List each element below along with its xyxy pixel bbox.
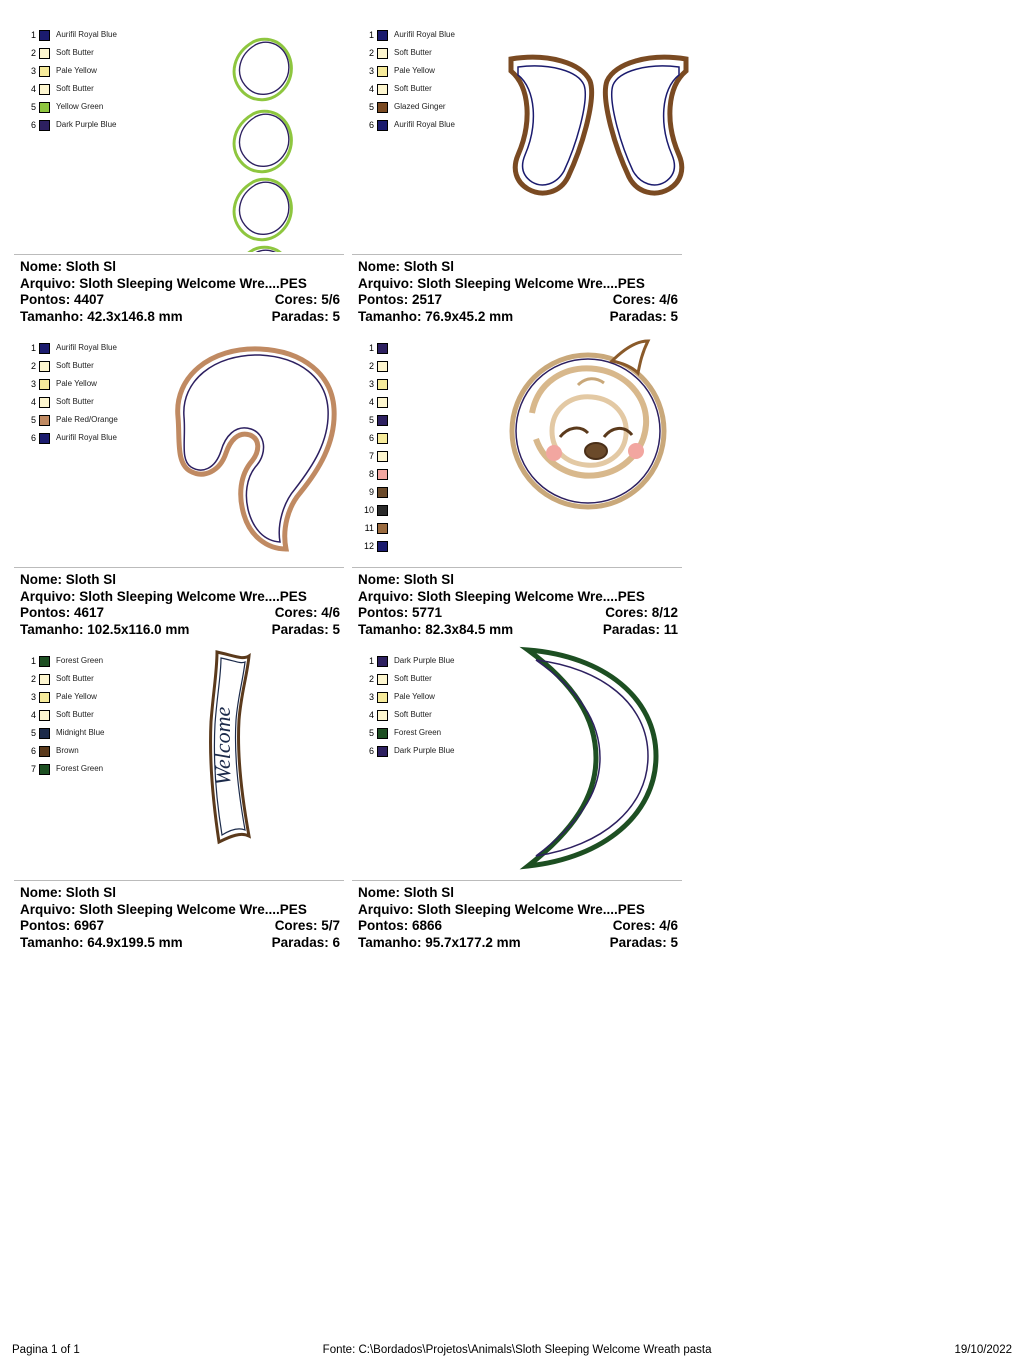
color-swatch	[377, 451, 388, 462]
thread-color-name: Soft Butter	[394, 710, 432, 719]
legend-number: 3	[30, 692, 36, 702]
legend-number: 5	[30, 728, 36, 738]
color-swatch	[39, 692, 50, 703]
nome-label: Nome:	[358, 259, 401, 274]
legend-number: 4	[30, 397, 36, 407]
stitches-colors-line	[358, 918, 678, 935]
legend-row	[24, 44, 174, 62]
legend-number: 9	[368, 487, 374, 497]
design-card	[10, 325, 348, 638]
legend-number: 7	[368, 451, 374, 461]
color-swatch	[39, 361, 50, 372]
legend-row	[24, 760, 174, 778]
legend-number: 4	[368, 710, 374, 720]
design-name: Sloth Sl	[403, 885, 455, 900]
design-info	[352, 880, 682, 951]
paradas-label: Paradas:	[271, 308, 329, 324]
legend-row	[362, 688, 512, 706]
arquivo-label: Arquivo:	[358, 275, 414, 291]
legend-row	[24, 393, 174, 411]
thread-color-name: Dark Purple Blue	[56, 120, 117, 129]
design-file: Sloth Sleeping Welcome Wre....PES	[79, 901, 307, 917]
design-size: 102.5x116.0 mm	[87, 621, 190, 637]
legend-row	[24, 80, 174, 98]
thread-color-name: Soft Butter	[394, 84, 432, 93]
color-swatch	[377, 487, 388, 498]
legend-number: 4	[30, 710, 36, 720]
thread-color-name: Aurifil Royal Blue	[56, 343, 117, 352]
design-name: Sloth Sl	[65, 572, 117, 587]
legend-number: 4	[368, 84, 374, 94]
tamanho-label: Tamanho:	[20, 308, 84, 324]
design-name-line	[20, 259, 340, 276]
color-count: 4/6	[659, 292, 678, 307]
color-legend	[24, 652, 174, 778]
design-preview	[14, 12, 344, 252]
color-swatch	[377, 415, 388, 426]
design-name: Sloth Sl	[403, 259, 455, 274]
legend-row	[362, 447, 512, 465]
color-swatch	[377, 523, 388, 534]
design-info	[352, 254, 682, 325]
stop-count: 5	[670, 308, 678, 324]
legend-number: 8	[368, 469, 374, 479]
legend-row	[24, 116, 174, 134]
design-artwork	[496, 12, 676, 252]
stop-count: 5	[670, 934, 678, 950]
color-swatch	[377, 361, 388, 372]
legend-row	[24, 652, 174, 670]
legend-number: 2	[30, 48, 36, 58]
stitches-colors-line	[20, 605, 340, 622]
legend-number: 3	[368, 66, 374, 76]
nome-label: Nome:	[358, 885, 401, 900]
thread-color-name: Pale Yellow	[56, 379, 97, 388]
design-info	[14, 880, 344, 951]
design-artwork	[158, 638, 338, 878]
color-legend	[362, 26, 512, 134]
stitch-count: 4617	[74, 605, 105, 620]
legend-row	[24, 706, 174, 724]
color-swatch	[377, 692, 388, 703]
legend-row	[362, 501, 512, 519]
design-card	[348, 638, 686, 951]
color-swatch	[377, 505, 388, 516]
color-swatch	[39, 120, 50, 131]
legend-number: 4	[368, 397, 374, 407]
color-swatch	[377, 343, 388, 354]
arquivo-label: Arquivo:	[20, 588, 76, 604]
design-preview	[352, 638, 682, 878]
design-card	[10, 638, 348, 951]
body-artwork	[158, 325, 348, 565]
design-name-line	[358, 259, 678, 276]
color-legend	[362, 339, 512, 555]
stitch-count: 4407	[74, 292, 105, 307]
tamanho-label: Tamanho:	[20, 621, 84, 637]
color-legend	[24, 26, 174, 134]
thread-color-name: Soft Butter	[394, 48, 432, 57]
color-swatch	[377, 541, 388, 552]
arms-artwork	[496, 12, 706, 252]
thread-color-name: Pale Yellow	[394, 66, 435, 75]
legend-number: 5	[368, 415, 374, 425]
cores-label: Cores:	[612, 292, 656, 307]
color-legend	[362, 652, 512, 760]
legend-row	[362, 62, 512, 80]
stitch-count: 5771	[412, 605, 443, 620]
leaves-artwork	[158, 12, 338, 252]
thread-color-name: Forest Green	[56, 764, 104, 773]
legend-row	[362, 393, 512, 411]
legend-row	[362, 483, 512, 501]
design-info	[14, 567, 344, 638]
thread-color-name: Dark Purple Blue	[394, 746, 455, 755]
pontos-label: Pontos:	[358, 292, 409, 307]
design-grid	[10, 12, 1014, 951]
thread-color-name: Aurifil Royal Blue	[56, 30, 117, 39]
legend-number: 5	[30, 102, 36, 112]
pontos-label: Pontos:	[358, 918, 409, 933]
legend-row	[24, 375, 174, 393]
legend-row	[362, 26, 512, 44]
legend-number: 11	[364, 523, 374, 533]
color-swatch	[377, 66, 388, 77]
design-size: 42.3x146.8 mm	[87, 308, 183, 324]
legend-row	[362, 116, 512, 134]
legend-number: 10	[363, 505, 374, 515]
legend-row	[362, 706, 512, 724]
color-count: 4/6	[321, 605, 340, 620]
design-name: Sloth Sl	[403, 572, 455, 587]
legend-row	[24, 429, 174, 447]
legend-row	[362, 44, 512, 62]
tamanho-label: Tamanho:	[358, 621, 422, 637]
page-footer	[0, 1344, 1024, 1356]
design-artwork	[496, 638, 676, 878]
legend-row	[362, 465, 512, 483]
thread-color-name: Midnight Blue	[56, 728, 105, 737]
color-swatch	[377, 656, 388, 667]
stitch-count: 6866	[412, 918, 443, 933]
stitch-count: 6967	[74, 918, 105, 933]
design-file: Sloth Sleeping Welcome Wre....PES	[79, 588, 307, 604]
thread-color-name: Pale Yellow	[56, 692, 97, 701]
color-swatch	[39, 397, 50, 408]
legend-number: 12	[363, 541, 374, 551]
footer-source-path: Fonte: C:\Bordados\Projetos\Animals\Sloth Sleeping Welcome Wreath pasta	[322, 1344, 712, 1356]
legend-row	[362, 411, 512, 429]
nome-label: Nome:	[20, 885, 63, 900]
legend-number: 5	[30, 415, 36, 425]
tamanho-label: Tamanho:	[20, 934, 84, 950]
cores-label: Cores:	[612, 918, 656, 933]
color-count: 5/7	[321, 918, 340, 933]
thread-color-name: Dark Purple Blue	[394, 656, 455, 665]
legend-row	[24, 742, 174, 760]
legend-number: 6	[368, 746, 374, 756]
design-size: 95.7x177.2 mm	[425, 934, 521, 950]
tamanho-label: Tamanho:	[358, 308, 422, 324]
thread-color-name: Soft Butter	[56, 84, 94, 93]
size-stops-line	[20, 622, 340, 639]
color-swatch	[377, 746, 388, 757]
arquivo-label: Arquivo:	[358, 588, 414, 604]
paradas-label: Paradas:	[602, 621, 660, 637]
welcome-banner-artwork	[158, 638, 308, 868]
legend-number: 2	[30, 674, 36, 684]
color-swatch	[39, 415, 50, 426]
design-card	[348, 325, 686, 638]
legend-number: 6	[30, 746, 36, 756]
legend-number: 6	[30, 433, 36, 443]
pontos-label: Pontos:	[20, 292, 71, 307]
thread-color-name: Soft Butter	[56, 397, 94, 406]
color-swatch	[39, 728, 50, 739]
thread-color-name: Soft Butter	[394, 674, 432, 683]
paradas-label: Paradas:	[609, 308, 667, 324]
legend-row	[24, 357, 174, 375]
color-count: 5/6	[321, 292, 340, 307]
legend-number: 1	[30, 656, 36, 666]
legend-number: 3	[30, 379, 36, 389]
paradas-label: Paradas:	[609, 934, 667, 950]
legend-number: 1	[368, 30, 374, 40]
color-swatch	[39, 379, 50, 390]
size-stops-line	[358, 309, 678, 326]
design-size: 76.9x45.2 mm	[425, 308, 514, 324]
nome-label: Nome:	[358, 572, 401, 587]
tamanho-label: Tamanho:	[358, 934, 422, 950]
nome-label: Nome:	[20, 259, 63, 274]
pontos-label: Pontos:	[358, 605, 409, 620]
color-swatch	[377, 710, 388, 721]
color-swatch	[377, 120, 388, 131]
footer-date: 19/10/2022	[954, 1344, 1012, 1356]
color-legend	[24, 339, 174, 447]
stitch-count: 2517	[412, 292, 443, 307]
legend-row	[362, 339, 512, 357]
thread-color-name: Soft Butter	[56, 674, 94, 683]
legend-number: 1	[368, 343, 374, 353]
thread-color-name: Forest Green	[56, 656, 104, 665]
color-swatch	[39, 746, 50, 757]
thread-color-name: Glazed Ginger	[394, 102, 446, 111]
design-card	[348, 12, 686, 325]
legend-number: 5	[368, 728, 374, 738]
legend-row	[362, 80, 512, 98]
design-preview	[14, 325, 344, 565]
design-artwork	[496, 325, 676, 565]
thread-color-name: Pale Yellow	[56, 66, 97, 75]
color-swatch	[39, 30, 50, 41]
legend-row	[362, 98, 512, 116]
color-swatch	[377, 674, 388, 685]
design-file: Sloth Sleeping Welcome Wre....PES	[79, 275, 307, 291]
legend-number: 3	[30, 66, 36, 76]
thread-color-name: Aurifil Royal Blue	[394, 30, 455, 39]
legend-row	[362, 670, 512, 688]
design-file-line	[358, 902, 678, 919]
legend-number: 6	[368, 120, 374, 130]
footer-page-number: Pagina 1 of 1	[12, 1344, 80, 1356]
size-stops-line	[20, 309, 340, 326]
design-file: Sloth Sleeping Welcome Wre....PES	[417, 901, 645, 917]
color-swatch	[39, 656, 50, 667]
legend-row	[24, 411, 174, 429]
design-size: 64.9x199.5 mm	[87, 934, 183, 950]
design-file: Sloth Sleeping Welcome Wre....PES	[417, 588, 645, 604]
design-file-line	[358, 276, 678, 293]
color-swatch	[39, 674, 50, 685]
design-file-line	[358, 589, 678, 606]
design-preview	[352, 12, 682, 252]
legend-row	[362, 742, 512, 760]
legend-row	[24, 724, 174, 742]
color-count: 8/12	[651, 605, 678, 620]
stitches-colors-line	[358, 605, 678, 622]
color-swatch	[39, 48, 50, 59]
legend-row	[24, 688, 174, 706]
design-preview	[352, 325, 682, 565]
thread-color-name: Pale Red/Orange	[56, 415, 118, 424]
size-stops-line	[20, 935, 340, 952]
legend-row	[362, 519, 512, 537]
thread-color-name: Forest Green	[394, 728, 442, 737]
cores-label: Cores:	[605, 605, 648, 620]
design-size: 82.3x84.5 mm	[425, 621, 514, 637]
design-name: Sloth Sl	[65, 885, 117, 900]
color-swatch	[39, 710, 50, 721]
design-info	[352, 567, 682, 638]
stop-count: 5	[332, 308, 340, 324]
design-name-line	[358, 885, 678, 902]
legend-row	[362, 537, 512, 555]
stop-count: 6	[332, 934, 340, 950]
legend-row	[24, 98, 174, 116]
design-file-line	[20, 276, 340, 293]
thread-color-name: Soft Butter	[56, 48, 94, 57]
color-swatch	[377, 102, 388, 113]
arquivo-label: Arquivo:	[358, 901, 414, 917]
design-info	[14, 254, 344, 325]
cores-label: Cores:	[274, 605, 318, 620]
design-file-line	[20, 589, 340, 606]
legend-number: 6	[368, 433, 374, 443]
color-swatch	[39, 102, 50, 113]
stitches-colors-line	[20, 292, 340, 309]
design-artwork	[158, 12, 338, 252]
paradas-label: Paradas:	[271, 621, 329, 637]
pontos-label: Pontos:	[20, 918, 71, 933]
color-swatch	[377, 48, 388, 59]
thread-color-name: Soft Butter	[56, 710, 94, 719]
legend-row	[362, 429, 512, 447]
legend-number: 2	[368, 48, 374, 58]
cores-label: Cores:	[274, 918, 318, 933]
thread-color-name: Yellow Green	[56, 102, 104, 111]
svg-text:Welcome: Welcome	[210, 706, 235, 786]
color-swatch	[377, 469, 388, 480]
stop-count: 11	[663, 621, 678, 637]
wreath-artwork	[496, 638, 686, 878]
color-swatch	[377, 30, 388, 41]
legend-row	[362, 652, 512, 670]
stop-count: 5	[332, 621, 340, 637]
thread-color-name: Pale Yellow	[394, 692, 435, 701]
size-stops-line	[358, 935, 678, 952]
legend-number: 1	[368, 656, 374, 666]
legend-number: 6	[30, 120, 36, 130]
design-name-line	[20, 885, 340, 902]
legend-row	[362, 375, 512, 393]
legend-number: 2	[30, 361, 36, 371]
color-swatch	[39, 84, 50, 95]
color-swatch	[39, 343, 50, 354]
design-name-line	[20, 572, 340, 589]
color-swatch	[39, 66, 50, 77]
cores-label: Cores:	[274, 292, 318, 307]
legend-number: 3	[368, 379, 374, 389]
legend-row	[24, 670, 174, 688]
design-artwork	[158, 325, 338, 565]
nome-label: Nome:	[20, 572, 63, 587]
stitches-colors-line	[358, 292, 678, 309]
legend-number: 4	[30, 84, 36, 94]
color-swatch	[39, 433, 50, 444]
stitches-colors-line	[20, 918, 340, 935]
color-swatch	[377, 433, 388, 444]
thread-color-name: Soft Butter	[56, 361, 94, 370]
legend-row	[362, 357, 512, 375]
face-artwork	[496, 325, 686, 555]
legend-row	[362, 724, 512, 742]
color-swatch	[377, 728, 388, 739]
legend-row	[24, 62, 174, 80]
paradas-label: Paradas:	[271, 934, 329, 950]
color-count: 4/6	[659, 918, 678, 933]
arquivo-label: Arquivo:	[20, 275, 76, 291]
design-preview	[14, 638, 344, 878]
design-file: Sloth Sleeping Welcome Wre....PES	[417, 275, 645, 291]
design-file-line	[20, 902, 340, 919]
color-swatch	[39, 764, 50, 775]
legend-number: 2	[368, 361, 374, 371]
thread-color-name: Brown	[56, 746, 79, 755]
design-card	[10, 12, 348, 325]
color-swatch	[377, 397, 388, 408]
design-name: Sloth Sl	[65, 259, 117, 274]
size-stops-line	[358, 622, 678, 639]
legend-number: 1	[30, 30, 36, 40]
color-swatch	[377, 379, 388, 390]
legend-row	[24, 339, 174, 357]
thread-color-name: Aurifil Royal Blue	[394, 120, 455, 129]
legend-number: 7	[30, 764, 36, 774]
legend-number: 3	[368, 692, 374, 702]
legend-row	[24, 26, 174, 44]
legend-number: 1	[30, 343, 36, 353]
color-swatch	[377, 84, 388, 95]
design-name-line	[358, 572, 678, 589]
thread-color-name: Aurifil Royal Blue	[56, 433, 117, 442]
arquivo-label: Arquivo:	[20, 901, 76, 917]
legend-number: 2	[368, 674, 374, 684]
pontos-label: Pontos:	[20, 605, 71, 620]
legend-number: 5	[368, 102, 374, 112]
